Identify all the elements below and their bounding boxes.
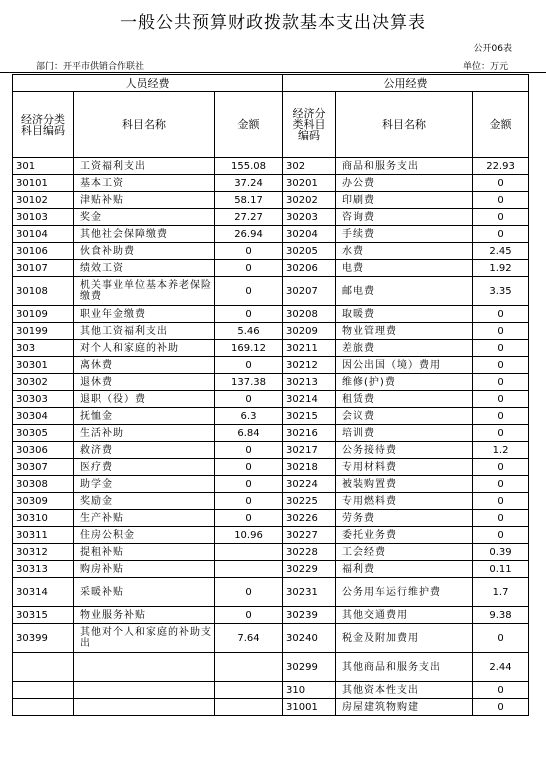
left-code-cell: 30301	[13, 357, 74, 374]
left-amount-cell: 0	[215, 510, 283, 527]
left-amount-cell: 6.84	[215, 425, 283, 442]
right-amount-cell: 0	[473, 624, 529, 653]
left-code-cell: 30108	[13, 277, 74, 306]
right-name-cell: 邮电费	[336, 277, 473, 306]
left-code-cell: 30307	[13, 459, 74, 476]
right-name-cell: 印刷费	[336, 192, 473, 209]
right-name-cell: 专用燃料费	[336, 493, 473, 510]
right-name-cell: 因公出国（境）费用	[336, 357, 473, 374]
right-amount-cell: 0	[473, 391, 529, 408]
left-code-cell: 30312	[13, 544, 74, 561]
right-code-cell: 30207	[283, 277, 336, 306]
left-code-cell: 30399	[13, 624, 74, 653]
right-code-cell: 30229	[283, 561, 336, 578]
right-amount-cell: 22.93	[473, 158, 529, 175]
right-name-cell: 福利费	[336, 561, 473, 578]
right-name-cell: 会议费	[336, 408, 473, 425]
right-name-cell: 房屋建筑物购建	[336, 699, 473, 716]
unit-label: 单位：万元	[462, 62, 508, 72]
right-amount-cell: 3.35	[473, 277, 529, 306]
right-name-cell: 租赁费	[336, 391, 473, 408]
right-amount-cell: 0	[473, 408, 529, 425]
right-code-cell: 30231	[283, 578, 336, 607]
left-amount-cell: 26.94	[215, 226, 283, 243]
code-header-right: 经济分类科目编码	[283, 92, 336, 158]
left-code-cell: 301	[13, 158, 74, 175]
right-amount-cell: 0	[473, 425, 529, 442]
right-code-cell: 30240	[283, 624, 336, 653]
table-row	[13, 357, 529, 374]
right-amount-cell: 0	[473, 510, 529, 527]
left-name-cell: 其他对个人和家庭的补助支出	[74, 624, 215, 653]
table-row	[13, 192, 529, 209]
right-name-cell: 劳务费	[336, 510, 473, 527]
left-amount-cell: 5.46	[215, 323, 283, 340]
left-name-cell: 伙食补助费	[74, 243, 215, 260]
personnel-group-header: 人员经费	[13, 75, 283, 92]
left-code-cell: 30304	[13, 408, 74, 425]
public-group-header: 公用经费	[283, 75, 529, 92]
left-name-cell: 生活补助	[74, 425, 215, 442]
left-code-cell: 30306	[13, 442, 74, 459]
right-name-cell: 被装购置费	[336, 476, 473, 493]
left-amount-cell: 0	[215, 607, 283, 624]
left-amount-cell: 58.17	[215, 192, 283, 209]
left-amount-cell	[215, 544, 283, 561]
left-amount-cell: 169.12	[215, 340, 283, 357]
right-name-cell: 其他商品和服务支出	[336, 653, 473, 682]
table-row	[13, 323, 529, 340]
table-row	[13, 243, 529, 260]
table-row	[13, 175, 529, 192]
left-name-cell: 其他社会保障缴费	[74, 226, 215, 243]
right-code-cell: 30228	[283, 544, 336, 561]
department-label: 部门：开平市供销合作联社	[36, 62, 145, 72]
left-amount-cell: 0	[215, 476, 283, 493]
left-name-cell: 其他工资福利支出	[74, 323, 215, 340]
left-amount-cell: 6.3	[215, 408, 283, 425]
right-name-cell: 维修(护)费	[336, 374, 473, 391]
name-header-left: 科目名称	[74, 92, 215, 158]
right-amount-cell: 0	[473, 476, 529, 493]
left-code-cell: 30104	[13, 226, 74, 243]
left-amount-cell: 37.24	[215, 175, 283, 192]
right-code-cell: 30202	[283, 192, 336, 209]
left-amount-cell: 0	[215, 277, 283, 306]
right-name-cell: 差旅费	[336, 340, 473, 357]
code-header-left: 经济分类科目编码	[13, 92, 74, 158]
right-amount-cell: 0	[473, 493, 529, 510]
left-amount-cell: 0	[215, 578, 283, 607]
right-name-cell: 取暖费	[336, 306, 473, 323]
amount-header-right: 金额	[473, 92, 529, 158]
left-code-cell: 30303	[13, 391, 74, 408]
right-code-cell: 30211	[283, 340, 336, 357]
right-code-cell: 30204	[283, 226, 336, 243]
right-code-cell: 30224	[283, 476, 336, 493]
right-amount-cell: 0	[473, 699, 529, 716]
right-amount-cell: 0	[473, 175, 529, 192]
table-row	[13, 493, 529, 510]
table-row	[13, 391, 529, 408]
table-row	[13, 209, 529, 226]
left-code-cell: 30103	[13, 209, 74, 226]
left-amount-cell: 10.96	[215, 527, 283, 544]
right-amount-cell: 0	[473, 226, 529, 243]
right-amount-cell: 0.11	[473, 561, 529, 578]
left-name-cell: 退休费	[74, 374, 215, 391]
left-code-cell: 30302	[13, 374, 74, 391]
left-code-cell: 30313	[13, 561, 74, 578]
right-name-cell: 电费	[336, 260, 473, 277]
right-name-cell: 手续费	[336, 226, 473, 243]
left-name-cell: 采暖补贴	[74, 578, 215, 607]
left-name-cell: 提租补贴	[74, 544, 215, 561]
right-code-cell: 30299	[283, 653, 336, 682]
left-name-cell: 职业年金缴费	[74, 306, 215, 323]
right-code-cell: 30205	[283, 243, 336, 260]
expenditure-table	[12, 74, 529, 716]
left-code-cell: 30101	[13, 175, 74, 192]
right-code-cell: 30239	[283, 607, 336, 624]
right-name-cell: 水费	[336, 243, 473, 260]
right-amount-cell: 1.92	[473, 260, 529, 277]
amount-header-left: 金额	[215, 92, 283, 158]
right-amount-cell: 2.45	[473, 243, 529, 260]
table-row	[13, 510, 529, 527]
left-amount-cell: 0	[215, 306, 283, 323]
left-code-cell: 30109	[13, 306, 74, 323]
page-title: 一般公共预算财政拨款基本支出决算表	[120, 13, 426, 33]
right-amount-cell: 0	[473, 357, 529, 374]
left-code-cell: 303	[13, 340, 74, 357]
right-name-cell: 物业管理费	[336, 323, 473, 340]
left-name-cell: 抚恤金	[74, 408, 215, 425]
right-amount-cell: 0	[473, 340, 529, 357]
right-code-cell: 30209	[283, 323, 336, 340]
table-row	[13, 340, 529, 357]
table-row	[13, 158, 529, 175]
left-code-cell: 30199	[13, 323, 74, 340]
left-name-cell: 奖金	[74, 209, 215, 226]
left-name-cell	[74, 682, 215, 699]
right-name-cell: 公务用车运行维护费	[336, 578, 473, 607]
left-amount-cell: 155.08	[215, 158, 283, 175]
right-code-cell: 30201	[283, 175, 336, 192]
table-row	[13, 527, 529, 544]
left-code-cell: 30305	[13, 425, 74, 442]
left-amount-cell: 0	[215, 357, 283, 374]
table-row	[13, 561, 529, 578]
left-code-cell: 30311	[13, 527, 74, 544]
right-code-cell: 30213	[283, 374, 336, 391]
right-amount-cell: 0	[473, 459, 529, 476]
table-row	[13, 624, 529, 653]
right-amount-cell: 9.38	[473, 607, 529, 624]
left-name-cell: 医疗费	[74, 459, 215, 476]
left-name-cell: 离休费	[74, 357, 215, 374]
table-row	[13, 682, 529, 699]
header-row	[13, 92, 529, 158]
right-code-cell: 30226	[283, 510, 336, 527]
left-amount-cell: 0	[215, 442, 283, 459]
left-amount-cell: 0	[215, 260, 283, 277]
table-row	[13, 277, 529, 306]
name-header-right: 科目名称	[336, 92, 473, 158]
left-code-cell	[13, 699, 74, 716]
left-name-cell: 基本工资	[74, 175, 215, 192]
left-code-cell: 30107	[13, 260, 74, 277]
left-name-cell: 退职（役）费	[74, 391, 215, 408]
left-name-cell: 物业服务补贴	[74, 607, 215, 624]
left-amount-cell: 0	[215, 243, 283, 260]
table-row	[13, 408, 529, 425]
table-row	[13, 476, 529, 493]
header-group-row	[13, 75, 529, 92]
left-code-cell: 30315	[13, 607, 74, 624]
table-row	[13, 425, 529, 442]
left-name-cell: 工资福利支出	[74, 158, 215, 175]
left-name-cell	[74, 653, 215, 682]
right-amount-cell: 0	[473, 306, 529, 323]
right-name-cell: 其他交通费用	[336, 607, 473, 624]
left-amount-cell	[215, 682, 283, 699]
left-amount-cell	[215, 653, 283, 682]
right-amount-cell: 1.2	[473, 442, 529, 459]
right-name-cell: 咨询费	[336, 209, 473, 226]
right-code-cell: 30212	[283, 357, 336, 374]
left-name-cell	[74, 699, 215, 716]
right-code-cell: 30217	[283, 442, 336, 459]
right-amount-cell: 0	[473, 323, 529, 340]
right-code-cell: 30216	[283, 425, 336, 442]
left-amount-cell: 137.38	[215, 374, 283, 391]
left-code-cell: 30310	[13, 510, 74, 527]
left-name-cell: 奖励金	[74, 493, 215, 510]
table-row	[13, 260, 529, 277]
table-row	[13, 442, 529, 459]
right-code-cell: 302	[283, 158, 336, 175]
right-code-cell: 30208	[283, 306, 336, 323]
right-name-cell: 税金及附加费用	[336, 624, 473, 653]
left-amount-cell: 0	[215, 459, 283, 476]
left-code-cell	[13, 682, 74, 699]
left-name-cell: 生产补贴	[74, 510, 215, 527]
right-code-cell: 30214	[283, 391, 336, 408]
meta-row	[0, 57, 546, 73]
form-number: 公开06表	[473, 44, 512, 54]
right-code-cell: 30206	[283, 260, 336, 277]
left-name-cell: 住房公积金	[74, 527, 215, 544]
right-name-cell: 商品和服务支出	[336, 158, 473, 175]
left-code-cell: 30308	[13, 476, 74, 493]
right-code-cell: 30215	[283, 408, 336, 425]
table-row	[13, 607, 529, 624]
right-amount-cell: 2.44	[473, 653, 529, 682]
table-row	[13, 653, 529, 682]
right-name-cell: 专用材料费	[336, 459, 473, 476]
right-amount-cell: 0.39	[473, 544, 529, 561]
right-code-cell: 30225	[283, 493, 336, 510]
left-amount-cell: 27.27	[215, 209, 283, 226]
right-amount-cell: 0	[473, 682, 529, 699]
right-amount-cell: 0	[473, 527, 529, 544]
left-name-cell: 机关事业单位基本养老保险缴费	[74, 277, 215, 306]
left-code-cell	[13, 653, 74, 682]
table-row	[13, 578, 529, 607]
right-code-cell: 310	[283, 682, 336, 699]
right-name-cell: 其他资本性支出	[336, 682, 473, 699]
left-amount-cell	[215, 561, 283, 578]
right-name-cell: 委托业务费	[336, 527, 473, 544]
left-amount-cell	[215, 699, 283, 716]
left-code-cell: 30314	[13, 578, 74, 607]
right-name-cell: 工会经费	[336, 544, 473, 561]
right-amount-cell: 0	[473, 209, 529, 226]
left-name-cell: 对个人和家庭的补助	[74, 340, 215, 357]
table-row	[13, 306, 529, 323]
left-name-cell: 津贴补贴	[74, 192, 215, 209]
right-name-cell: 办公费	[336, 175, 473, 192]
table-row	[13, 374, 529, 391]
left-amount-cell: 0	[215, 493, 283, 510]
table-row	[13, 699, 529, 716]
header-divider	[0, 72, 546, 73]
left-name-cell: 购房补贴	[74, 561, 215, 578]
table-row	[13, 544, 529, 561]
table-row	[13, 459, 529, 476]
right-amount-cell: 1.7	[473, 578, 529, 607]
right-name-cell: 公务接待费	[336, 442, 473, 459]
left-code-cell: 30102	[13, 192, 74, 209]
right-code-cell: 30218	[283, 459, 336, 476]
right-code-cell: 30227	[283, 527, 336, 544]
left-name-cell: 绩效工资	[74, 260, 215, 277]
left-code-cell: 30309	[13, 493, 74, 510]
left-amount-cell: 0	[215, 391, 283, 408]
left-name-cell: 救济费	[74, 442, 215, 459]
right-code-cell: 31001	[283, 699, 336, 716]
right-amount-cell: 0	[473, 374, 529, 391]
left-name-cell: 助学金	[74, 476, 215, 493]
right-amount-cell: 0	[473, 192, 529, 209]
left-amount-cell: 7.64	[215, 624, 283, 653]
right-code-cell: 30203	[283, 209, 336, 226]
right-name-cell: 培训费	[336, 425, 473, 442]
table-row	[13, 226, 529, 243]
left-code-cell: 30106	[13, 243, 74, 260]
